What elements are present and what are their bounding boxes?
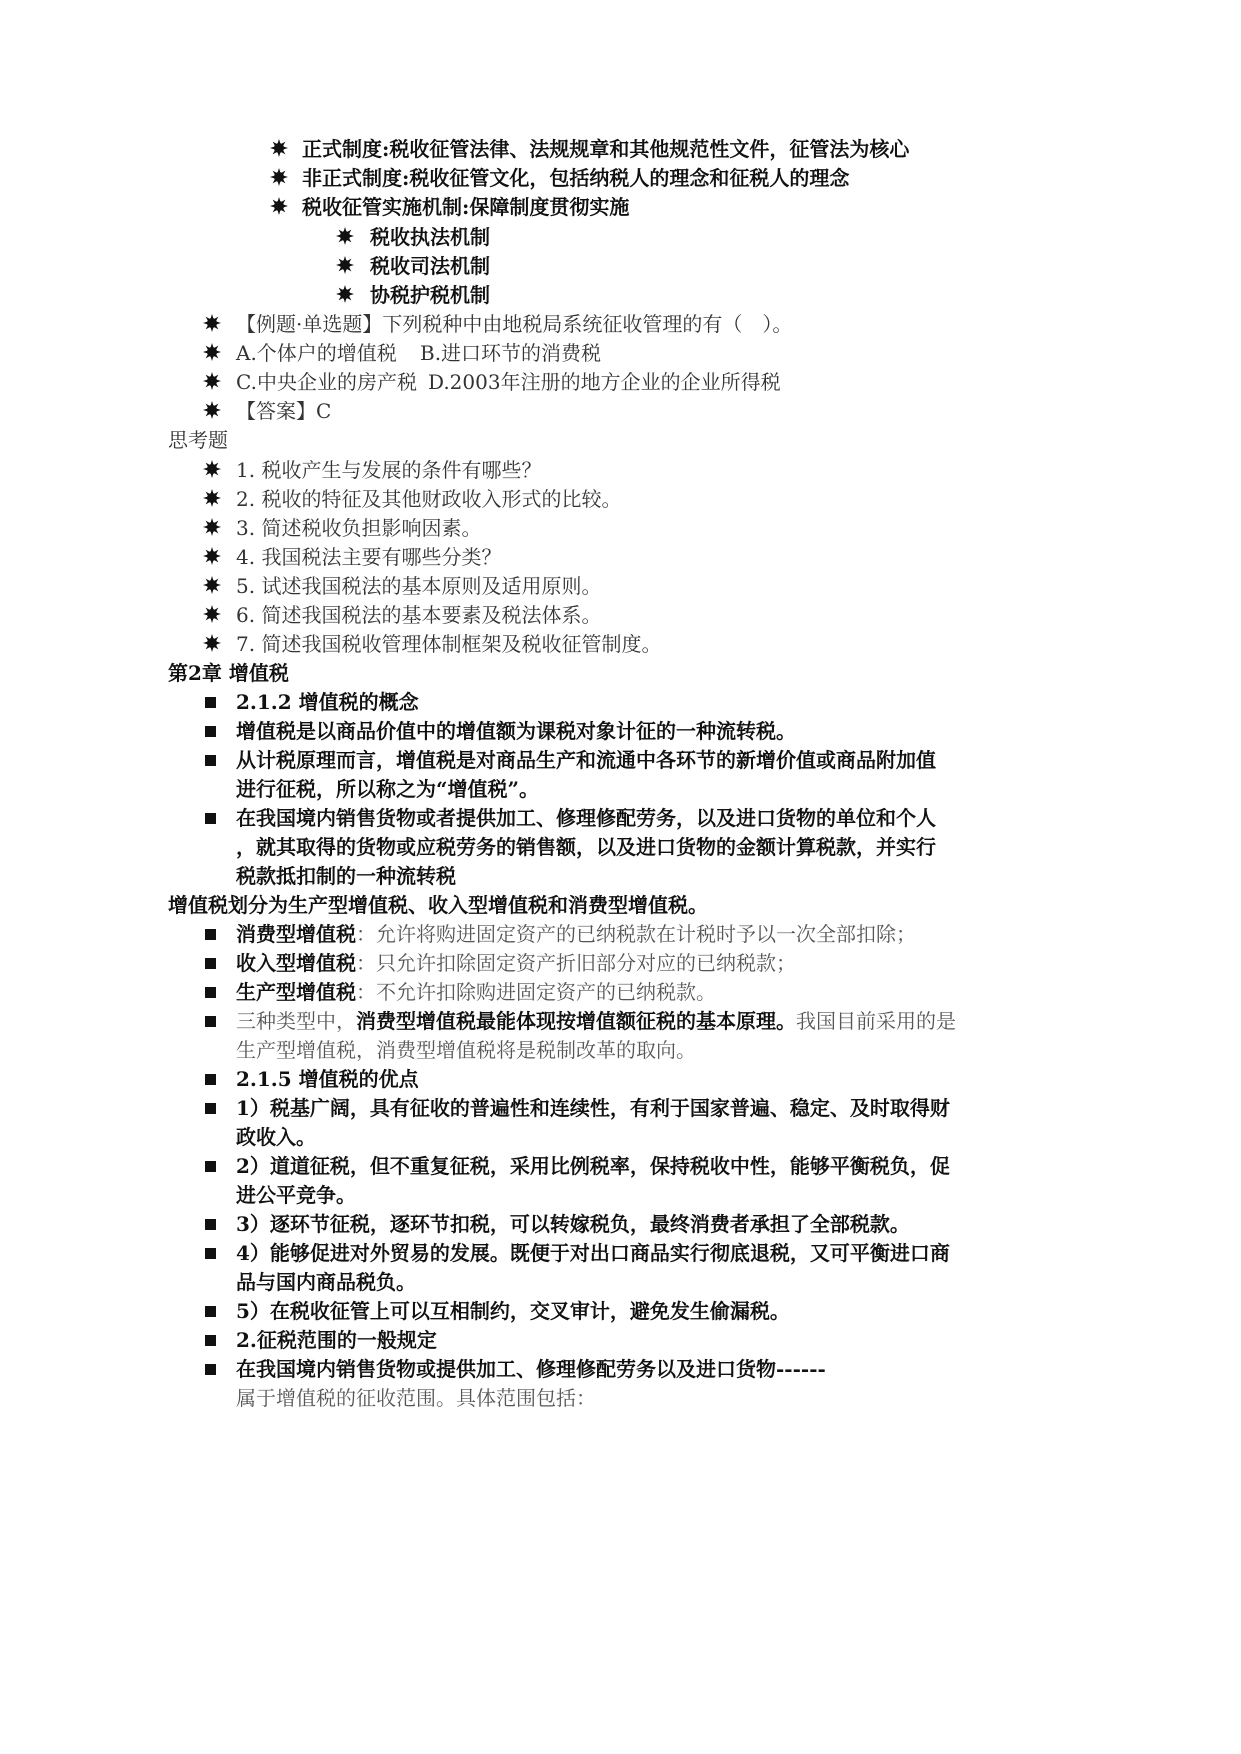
square-bullet-icon xyxy=(205,1248,216,1259)
square-bullet-icon xyxy=(205,1016,216,1027)
starburst-bullet-icon xyxy=(336,285,354,303)
starburst-bullet-icon xyxy=(203,576,221,594)
informal-system-item: 非正式制度:税收征管文化，包括纳税人的理念和征税人的理念 xyxy=(302,166,850,190)
starburst-bullet-icon xyxy=(203,314,221,332)
starburst-bullet-icon xyxy=(203,634,221,652)
example-question: 【例题·单选题】下列税种中由地税局系统征收管理的有（ ）。 xyxy=(236,312,793,336)
square-bullet-icon xyxy=(205,726,216,737)
starburst-bullet-icon xyxy=(336,256,354,274)
advantage-item: 2）道道征税，但不重复征税，采用比例税率，保持税收中性，能够平衡税负，促 xyxy=(236,1154,950,1178)
type-production-item xyxy=(236,980,716,1004)
starburst-bullet-icon xyxy=(336,227,354,245)
example-answer: 【答案】C xyxy=(236,399,332,423)
chapter-title: 第2章 增值税 xyxy=(168,661,289,685)
law-enforcement-subitem: 税收执法机制 xyxy=(370,225,490,249)
type-income-item xyxy=(236,951,796,975)
advantage-item: 3）逐环节征税，逐环节扣税，可以转嫁税负，最终消费者承担了全部税款。 xyxy=(236,1212,910,1236)
option-d: D.2003年注册的地方企业的企业所得税 xyxy=(428,370,781,394)
advantage-item: 1）税基广阔，具有征收的普遍性和连续性，有利于国家普遍、稳定、及时取得财 xyxy=(236,1096,950,1120)
advantage-item: 5）在税收征管上可以互相制约，交叉审计，避免发生偷漏税。 xyxy=(236,1299,790,1323)
concept-principle-line: 从计税原理而言，增值税是对商品生产和流通中各环节的新增价值或商品附加值 xyxy=(236,748,936,772)
starburst-bullet-icon xyxy=(203,489,221,507)
thinking-item: 2. 税收的特征及其他财政收入形式的比较。 xyxy=(236,487,622,511)
advantage-item: 4）能够促进对外贸易的发展。既便于对出口商品实行彻底退税，又可平衡进口商 xyxy=(236,1241,950,1265)
scope-heading: 2.征税范围的一般规定 xyxy=(236,1328,437,1352)
square-bullet-icon xyxy=(205,1074,216,1085)
starburst-bullet-icon xyxy=(270,139,288,157)
square-bullet-icon xyxy=(205,958,216,969)
starburst-bullet-icon xyxy=(203,460,221,478)
square-bullet-icon xyxy=(205,755,216,766)
square-bullet-icon xyxy=(205,987,216,998)
summary-text: 三种类型中， xyxy=(236,1009,356,1033)
thinking-item: 6. 简述我国税法的基本要素及税法体系。 xyxy=(236,603,602,627)
option-a: A.个体户的增值税 xyxy=(236,341,397,365)
concept-scope-line: ，就其取得的货物或应税劳务的销售额，以及进口货物的金额计算税款，并实行 xyxy=(236,835,936,859)
advantage-item: 品与国内商品税负。 xyxy=(236,1270,416,1294)
square-bullet-icon xyxy=(205,929,216,940)
starburst-bullet-icon xyxy=(203,518,221,536)
summary-emphasis: 消费型增值税最能体现按增值额征税的基本原理。 xyxy=(356,1009,796,1033)
starburst-bullet-icon xyxy=(203,547,221,565)
option-b: B.进口环节的消费税 xyxy=(420,341,602,365)
type-consumption-item xyxy=(236,922,916,946)
square-bullet-icon xyxy=(205,697,216,708)
square-bullet-icon xyxy=(205,1161,216,1172)
concept-definition: 增值税是以商品价值中的增值额为课税对象计征的一种流转税。 xyxy=(236,719,796,743)
thinking-item: 3. 简述税收负担影响因素。 xyxy=(236,516,482,540)
types-summary-line: 生产型增值税，消费型增值税将是税制改革的取向。 xyxy=(236,1038,696,1062)
implementation-mechanism-item: 税收征管实施机制:保障制度贯彻实施 xyxy=(302,195,630,219)
types-summary-line xyxy=(236,1009,956,1033)
thinking-title: 思考题 xyxy=(168,428,228,452)
concept-scope-line: 税款抵扣制的一种流转税 xyxy=(236,864,456,888)
scope-line: 在我国境内销售货物或提供加工、修理修配劳务以及进口货物------ xyxy=(236,1357,826,1381)
square-bullet-icon xyxy=(205,1219,216,1230)
type-description: ：允许将购进固定资产的已纳税款在计税时予以一次全部扣除； xyxy=(356,922,916,946)
thinking-item: 4. 我国税法主要有哪些分类？ xyxy=(236,545,502,569)
advantage-item: 政收入。 xyxy=(236,1125,316,1149)
assist-protect-subitem: 协税护税机制 xyxy=(370,283,490,307)
scope-line: 属于增值税的征收范围。具体范围包括： xyxy=(236,1386,596,1410)
thinking-item: 7. 简述我国税收管理体制框架及税收征管制度。 xyxy=(236,632,662,656)
concept-principle-line: 进行征税，所以称之为“增值税”。 xyxy=(236,777,540,801)
type-label: 消费型增值税 xyxy=(236,922,356,946)
square-bullet-icon xyxy=(205,1306,216,1317)
judicial-subitem: 税收司法机制 xyxy=(370,254,490,278)
summary-text: 我国目前采用的是 xyxy=(796,1009,956,1033)
advantage-item: 进公平竞争。 xyxy=(236,1183,356,1207)
starburst-bullet-icon xyxy=(203,401,221,419)
thinking-item: 5. 试述我国税法的基本原则及适用原则。 xyxy=(236,574,602,598)
starburst-bullet-icon xyxy=(203,343,221,361)
formal-system-item: 正式制度:税收征管法律、法规规章和其他规范性文件，征管法为核心 xyxy=(302,137,910,161)
thinking-item: 1. 税收产生与发展的条件有哪些？ xyxy=(236,458,542,482)
option-c: C.中央企业的房产税 xyxy=(236,370,417,394)
starburst-bullet-icon xyxy=(270,168,288,186)
square-bullet-icon xyxy=(205,1364,216,1375)
type-description: ：只允许扣除固定资产折旧部分对应的已纳税款； xyxy=(356,951,796,975)
square-bullet-icon xyxy=(205,1103,216,1114)
starburst-bullet-icon xyxy=(270,197,288,215)
type-description: ：不允许扣除购进固定资产的已纳税款。 xyxy=(356,980,716,1004)
square-bullet-icon xyxy=(205,1335,216,1346)
concept-heading: 2.1.2 增值税的概念 xyxy=(236,690,419,714)
advantages-heading: 2.1.5 增值税的优点 xyxy=(236,1067,419,1091)
types-heading: 增值税划分为生产型增值税、收入型增值税和消费型增值税。 xyxy=(168,893,708,917)
type-label: 收入型增值税 xyxy=(236,951,356,975)
starburst-bullet-icon xyxy=(203,372,221,390)
type-label: 生产型增值税 xyxy=(236,980,356,1004)
starburst-bullet-icon xyxy=(203,605,221,623)
concept-scope-line: 在我国境内销售货物或者提供加工、修理修配劳务，以及进口货物的单位和个人 xyxy=(236,806,936,830)
square-bullet-icon xyxy=(205,813,216,824)
